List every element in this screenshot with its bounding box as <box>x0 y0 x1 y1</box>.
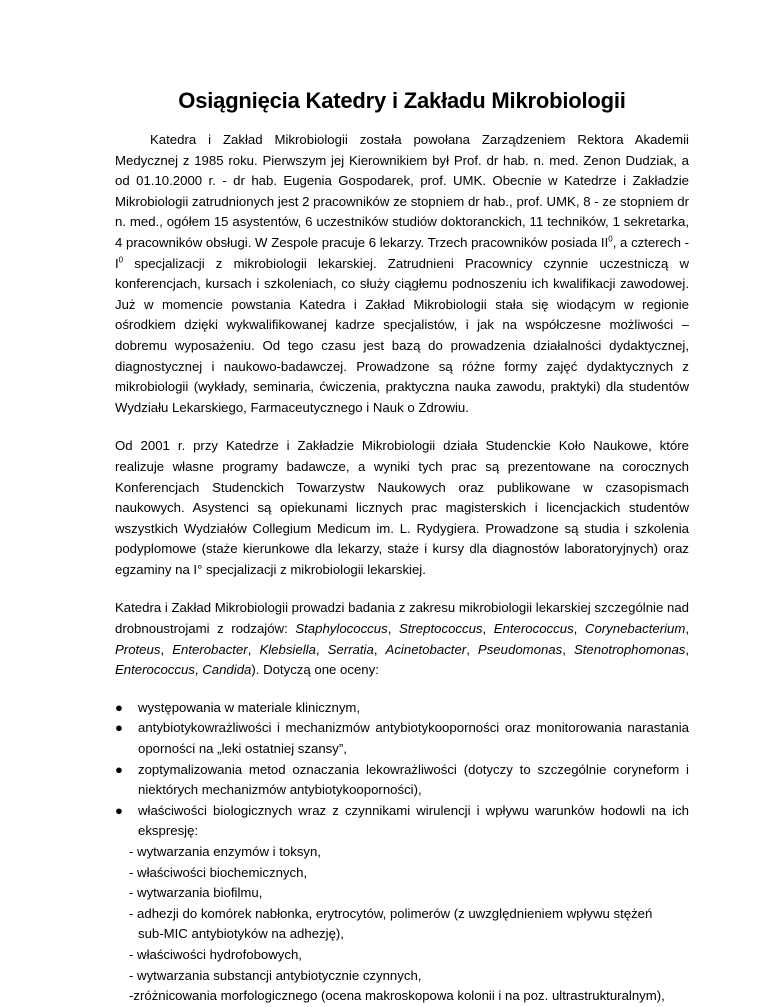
sub-list-item: - właściwości biochemicznych, <box>129 864 308 880</box>
superscript: 0 <box>118 255 124 265</box>
property-sub-list <box>115 842 689 1007</box>
bullet-icon: ● <box>115 802 123 818</box>
research-bullet-list <box>115 698 689 842</box>
genus-name: Staphylococcus <box>295 621 388 637</box>
research-intro: Katedra i Zakład Mikrobiologii prowadzi badania z zakresu mikrobiologii lekarskiej szczególnie nad drobnoustrojami z rodzajów: <box>115 600 689 637</box>
genus-name: Enterobacter <box>172 641 248 657</box>
paragraph-history <box>115 130 689 418</box>
genus-name: Enterococcus <box>493 621 574 637</box>
paragraph-student-club: Od 2001 r. przy Katedrze i Zakładzie Mikrobiologii działa Studenckie Koło Naukowe, które realizuje własne programy badawcze, a wyniki tych prac są prezentowane na corocznych Konferencjach Studenckich Towarzystw Naukowych oraz publikowane w czasopismach naukowych. Asystenci są opiekunami licznych prac magisterskich i licencjackich studentów wszystkich Wydziałów Collegium Medicum im. L. Rydygiera. Prowadzone są studia i szkolenia podyplomowe (staże kierunkowe dla lekarzy, staże i kursy dla diagnostów laboratoryjnych) oraz egzaminy na I° specjalizacji z mikrobiologii lekarskiej. <box>115 438 689 577</box>
list-item <box>115 718 689 759</box>
bullet-icon: ● <box>115 761 123 777</box>
paragraph-history-text-c: specjalizacji z mikrobiologii lekarskiej. Zatrudnieni Pracownicy czynnie uczestniczą w konferencjach, kursach i szkoleniach, co służy ciągłemu podnoszeniu ich kwalifikacji zawodowej. Już w momencie powstania Katedra i Zakład Mikrobiologii stała się wiodącym w regionie ośrodkiem dzięki wykwalifikowanej kadrze specjalistów, i jak na współczesne możliwości – dobremu wyposażeniu. Od tego czasu jest bazą do prowadzenia działalności dydaktycznej, diagnostycznej i naukowo-badawczej. Prowadzone są różne formy zajęć dydaktycznych z mikrobiologii (wykłady, seminaria, ćwiczenia, praktyczna nauka zawodu, praktyki) dla studentów Wydziału Lekarskiego, Farmaceutycznego i Nauk o Zdrowiu. <box>115 255 689 415</box>
genus-name: Corynebacterium <box>584 621 686 637</box>
genus-name: Klebsiella <box>259 641 316 657</box>
document-page <box>115 0 689 1007</box>
paragraph-history-text-a: Katedra i Zakład Mikrobiologii została powołana Zarządzeniem Rektora Akademii Medycznej z 1985 roku. Pierwszym jej Kierownikiem był Prof. dr hab. n. med. Zenon Dudziak, a od 01.10.2000 r. - dr hab. Eugenia Gospodarek, prof. UMK. Obecnie w Katedrze i Zakładzie Mikrobiologii zatrudnionych jest 2 pracowników ze stopniem dr hab., prof. UMK, 8 - ze stopniem dr n. med., ogółem 15 asystentów, 6 uczestników studiów doktoranckich, 11 techników, 1 sekretarka, 4 pracowników obsługi. W Zespole pracuje 6 lekarzy. Trzech pracowników posiada II <box>115 132 689 250</box>
sub-list-item: - wytwarzania biofilmu, <box>129 885 263 901</box>
list-item-text: antybiotykowrażliwości i mechanizmów antybiotykooporności oraz monitorowania narastania oporności na „leki ostatniej szansy”, <box>138 720 689 757</box>
list-item-text: właściwości biologicznych wraz z czynnikami wirulencji i wpływu warunków hodowli na ich ekspresję: <box>138 802 689 839</box>
genus-name: Serratia <box>327 641 374 657</box>
bullet-icon: ● <box>115 699 123 715</box>
list-item <box>115 801 689 842</box>
genus-name: Stenotrophomonas <box>573 641 686 657</box>
paragraph-research: Katedra i Zakład Mikrobiologii prowadzi badania z zakresu mikrobiologii lekarskiej szczególnie nad drobnoustrojami z rodzajów: Staphylococcus, Streptococcus, Enterococcus, Corynebacterium, Proteus, Enterobacter, Klebsiella, Serratia, Acinetobacter, Pseudomonas, Stenotrophomonas, Enterococcus, Candida). Dotyczą one oceny: <box>115 600 690 678</box>
genus-name: Acinetobacter <box>385 641 467 657</box>
list-item-text: występowania w materiale klinicznym, <box>138 699 361 715</box>
genus-name: Enterococcus <box>115 662 195 678</box>
list-item <box>115 698 689 719</box>
list-item-text: zoptymalizowania metod oznaczania lekowrażliwości (dotyczy to szczególnie coryneform i niektórych mechanizmów antybiotykooporności), <box>138 761 689 798</box>
sub-list-item-text: - adhezji do komórek nabłonka, erytrocytów, polimerów (z uwzględnieniem wpływu stężeń <box>129 905 653 921</box>
sub-list-item: - wytwarzania substancji antybiotycznie czynnych, <box>129 967 422 983</box>
sub-list-item: -zróżnicowania morfologicznego (ocena makroskopowa kolonii i na poz. ultrastrukturalnym), <box>129 988 665 1004</box>
research-outro: ). Dotyczą one oceny: <box>251 662 379 678</box>
sub-list-item: - właściwości hydrofobowych, <box>129 946 302 962</box>
document-title: Osiągnięcia Katedry i Zakładu Mikrobiologii <box>178 88 626 113</box>
genus-name: Proteus <box>115 641 161 657</box>
sub-list-item <box>129 904 689 945</box>
genus-name: Candida <box>202 662 252 678</box>
sub-list-item-continuation: sub-MIC antybiotyków na adhezję), <box>138 926 344 942</box>
sub-list-item: - wytwarzania enzymów i toksyn, <box>129 844 322 859</box>
bullet-icon: ● <box>115 720 123 736</box>
list-item <box>115 760 689 801</box>
superscript: 0 <box>608 234 613 244</box>
genus-name: Pseudomonas <box>477 641 563 657</box>
paragraph-history-text-b: , a czterech - I <box>115 234 689 271</box>
genus-name: Streptococcus <box>398 621 483 637</box>
